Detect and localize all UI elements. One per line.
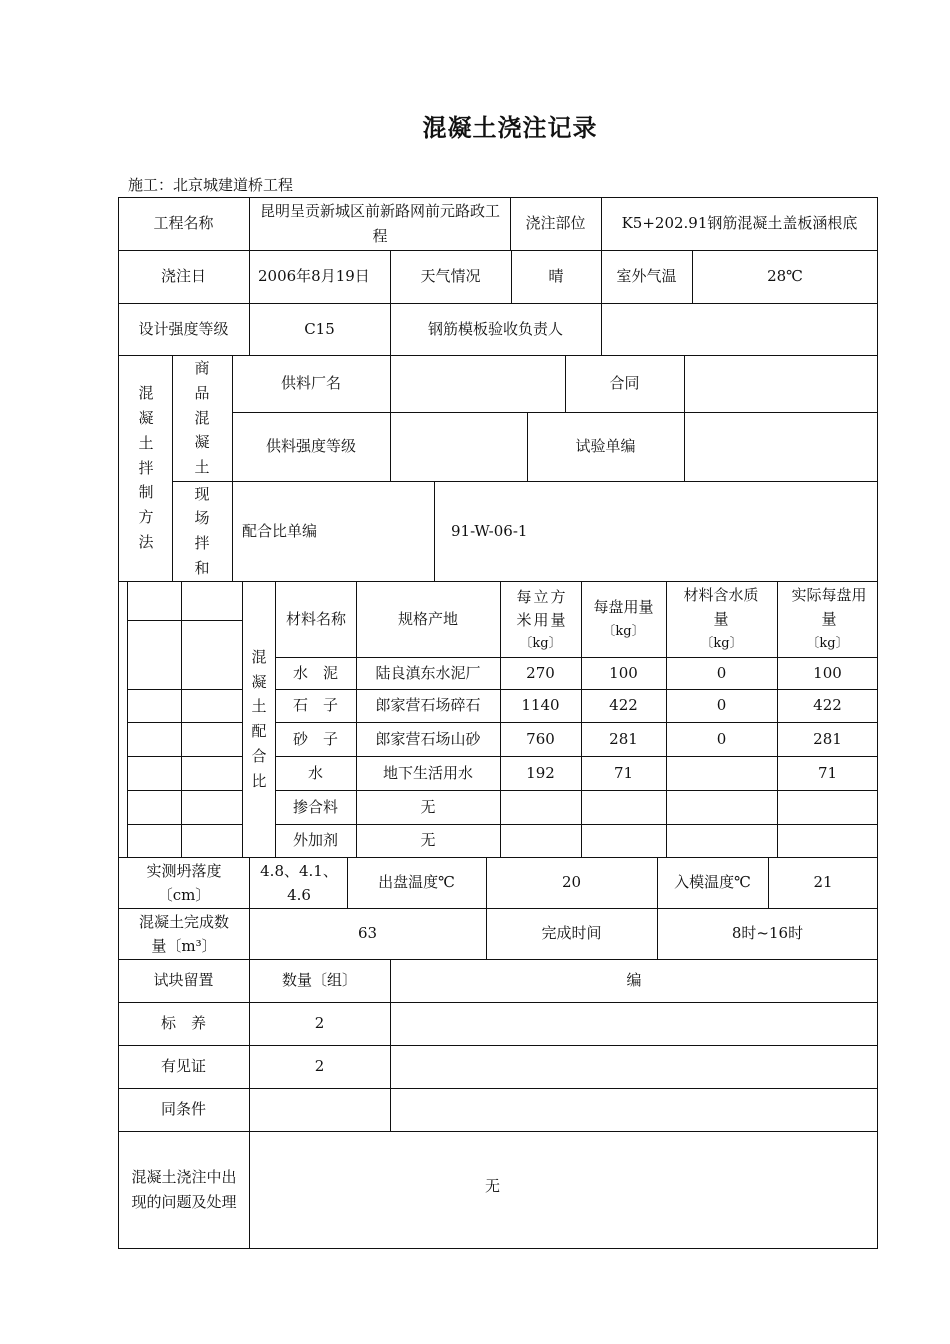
inspector-label: 钢筋模板验收负责人: [427, 319, 563, 338]
header-actual-unit: 〔kg〕: [806, 636, 849, 652]
specimen-code-header: 编: [626, 971, 642, 990]
header-per-batch: 每盘用量: [593, 597, 654, 616]
outdoor-temp-value: 28℃: [767, 267, 803, 286]
material-per-m3: 1140: [521, 696, 560, 715]
row-line: [127, 620, 242, 621]
col-line: [249, 857, 250, 908]
specimen-type: 标 养: [160, 1014, 206, 1033]
material-origin: 地下生活用水: [382, 763, 473, 782]
material-name: 外加剂: [292, 831, 338, 850]
col-line: [390, 355, 391, 481]
specimen-type: 同条件: [160, 1100, 206, 1119]
material-origin: 郎家营石场山砂: [375, 729, 481, 748]
problems-value: 无: [484, 1176, 500, 1195]
material-name: 水: [307, 763, 323, 782]
mold-temp-label: 入模温度℃: [674, 873, 751, 892]
pour-part-label: 浇注部位: [525, 214, 586, 233]
col-line: [434, 481, 435, 581]
material-per-m3: 760: [526, 729, 555, 748]
material-per-batch: 281: [609, 729, 638, 748]
outlet-temp-label: 出盘温度℃: [378, 873, 455, 892]
supplier-label: 供料厂名: [280, 374, 341, 393]
row-line: [127, 722, 242, 723]
material-moisture: 0: [716, 696, 727, 715]
slump-label: 实测坍落度〔cm〕: [146, 861, 222, 904]
mix-ratio-side-label: 混凝土配合比: [251, 647, 267, 790]
col-line: [242, 581, 243, 857]
completion-time-label: 完成时间: [541, 924, 602, 943]
material-actual: 422: [813, 696, 842, 715]
completion-time-value: 8时~16时: [731, 924, 804, 943]
material-moisture: 0: [716, 663, 727, 682]
inspector-value: [601, 303, 878, 355]
pour-date-value: 2006年8月19日: [258, 267, 370, 286]
specimen-count: 2: [314, 1014, 325, 1033]
pour-date-label: 浇注日: [160, 267, 206, 286]
material-per-batch: [581, 824, 666, 857]
material-per-batch: 100: [609, 663, 638, 682]
material-actual: [777, 824, 878, 857]
col-line: [684, 355, 685, 481]
material-name: 掺合料: [292, 797, 338, 816]
supply-grade-label: 供料强度等级: [265, 437, 356, 456]
material-name: 石 子: [292, 696, 338, 715]
material-moisture: [666, 756, 777, 790]
mold-temp-value: 21: [813, 873, 833, 892]
material-name: 水 泥: [292, 663, 338, 682]
row-line: [127, 756, 242, 757]
col-line: [127, 581, 128, 857]
material-per-m3: [500, 790, 581, 824]
specimen-type: 有见证: [160, 1057, 206, 1076]
header-origin: 规格产地: [397, 609, 458, 628]
header-moisture: 材料含水质量: [683, 586, 759, 628]
header-actual: 实际每盘用量: [791, 586, 867, 628]
mix-ratio-number-value: 91-W-06-1: [451, 521, 528, 540]
onsite-mixing-label: 现场拌和: [194, 484, 210, 577]
material-per-m3: [500, 824, 581, 857]
header-material-name: 材料名称: [285, 610, 346, 628]
material-actual: [777, 790, 878, 824]
material-actual: 100: [813, 663, 842, 682]
material-per-batch: [581, 790, 666, 824]
material-per-batch: 422: [609, 696, 638, 715]
material-name: 砂 子: [292, 729, 338, 748]
test-number-label: 试验单编: [575, 437, 636, 456]
material-per-batch: 71: [613, 763, 634, 782]
material-per-m3: 270: [526, 663, 555, 682]
material-actual: 71: [817, 763, 838, 782]
specimen-count-header: 数量〔组〕: [281, 971, 357, 990]
pour-part-value: K5+202.91钢筋混凝土盖板涵根底: [621, 214, 858, 233]
row-line: [127, 689, 242, 690]
header-moisture-unit: 〔kg〕: [700, 636, 743, 652]
commercial-concrete-label: 商品混凝土: [194, 359, 210, 477]
material-moisture: [666, 790, 777, 824]
mixing-method-label: 混凝土拌制方法: [138, 384, 154, 551]
weather-value: 晴: [548, 267, 564, 286]
project-name-value: 昆明呈贡新城区前新路网前元路政工程: [259, 201, 500, 245]
col-line: [181, 581, 182, 857]
design-grade-value: C15: [304, 319, 335, 338]
material-actual: 281: [813, 729, 842, 748]
completed-quantity-label: 混凝土完成数量〔m³〕: [138, 912, 229, 955]
page-title: 混凝土浇注记录: [422, 113, 598, 142]
contractor-line: 施工：北京城建道桥工程: [128, 176, 294, 194]
problems-label: 混凝土浇注中出现的问题及处理: [131, 1168, 237, 1211]
design-grade-label: 设计强度等级: [138, 319, 229, 338]
weather-label: 天气情况: [420, 267, 481, 286]
outlet-temp-value: 20: [561, 873, 582, 892]
row-line: [127, 824, 242, 825]
specimen-count: 2: [314, 1057, 325, 1076]
mix-ratio-number-label: 配合比单编: [242, 521, 318, 540]
material-origin: 无: [420, 797, 436, 816]
header-per-m3-unit: 〔kg〕: [519, 636, 562, 652]
header-per-batch-unit: 〔kg〕: [602, 624, 645, 640]
project-name-label: 工程名称: [153, 214, 214, 233]
row-line: [127, 790, 242, 791]
material-moisture: [666, 824, 777, 857]
material-moisture: 0: [716, 729, 727, 748]
material-per-m3: 192: [526, 763, 555, 782]
completed-quantity-value: 63: [357, 924, 378, 943]
specimen-label: 试块留置: [153, 971, 214, 990]
slump-value: 4.8、4.1、4.6: [260, 861, 338, 904]
col-line: [172, 355, 173, 581]
header-per-m3: 每立方米用量: [516, 587, 568, 629]
specimen-count: [249, 1088, 390, 1131]
contract-label: 合同: [609, 374, 640, 393]
outdoor-temp-label: 室外气温: [616, 267, 677, 286]
material-origin: 郎家营石场碎石: [375, 696, 481, 715]
material-origin: 无: [420, 831, 436, 850]
material-origin: 陆良滇东水泥厂: [375, 663, 481, 682]
